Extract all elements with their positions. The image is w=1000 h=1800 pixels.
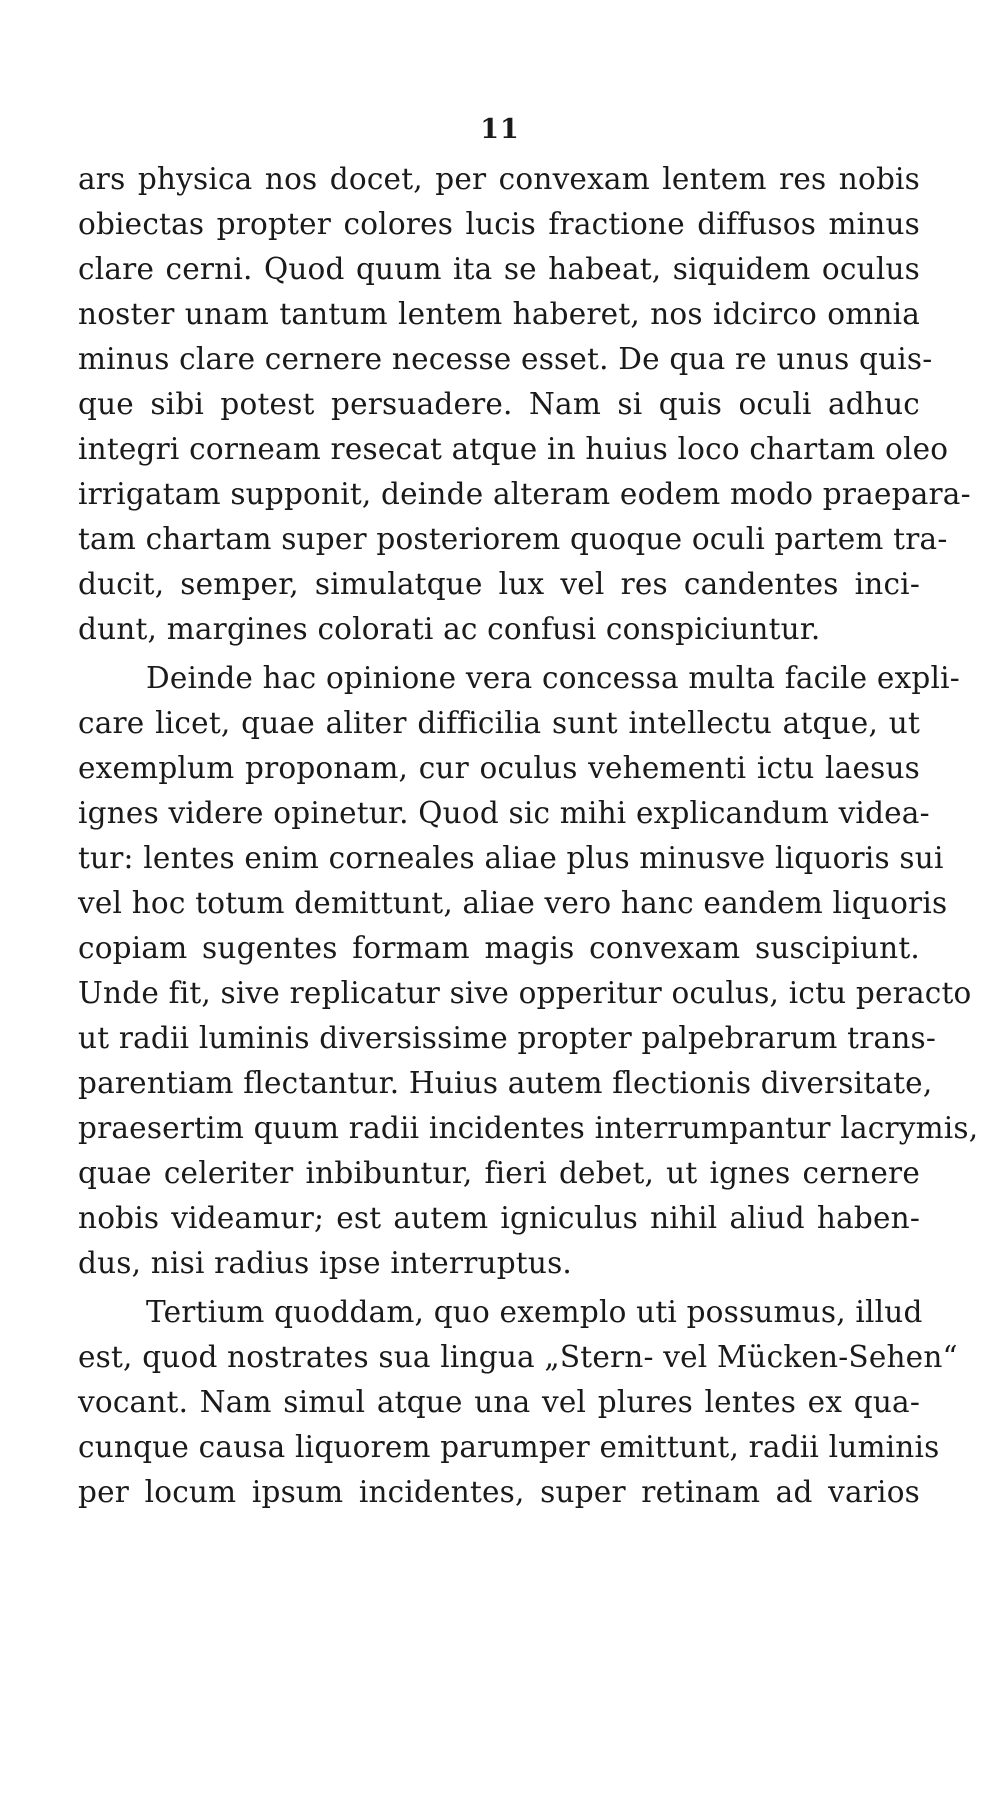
text-line: Unde fit, sive replicatur sive opperitur oculus, ictu peracto	[78, 976, 972, 1010]
text-line: Tertium quoddam, quo exemplo uti possumus, illud	[146, 1295, 923, 1329]
text-line: ducit, semper, simulatque lux vel res candentes inci-	[78, 567, 920, 601]
text-line: vocant. Nam simul atque una vel plures lentes ex qua-	[78, 1385, 920, 1419]
text-line: minus clare cernere necesse esset. De qua re unus quis-	[78, 342, 933, 376]
text-line: per locum ipsum incidentes, super retinam ad varios	[78, 1475, 920, 1509]
text-line: tam chartam super posteriorem quoque oculi partem tra-	[78, 522, 948, 556]
text-line: praesertim quum radii incidentes interrumpantur lacrymis,	[78, 1111, 979, 1145]
text-line: integri corneam resecat atque in huius loco chartam oleo	[78, 432, 949, 466]
text-line: quae celeriter inbibuntur, fieri debet, ut ignes cernere	[78, 1156, 920, 1190]
text-line: clare cerni. Quod quum ita se habeat, siquidem oculus	[78, 252, 920, 286]
text-line: copiam sugentes formam magis convexam suscipiunt.	[78, 931, 920, 965]
text-line: est, quod nostrates sua lingua „Stern- vel Mücken-Sehen“	[78, 1340, 958, 1374]
text-line: care licet, quae aliter difficilia sunt intellectu atque, ut	[78, 706, 920, 740]
text-line: parentiam flectantur. Huius autem flectionis diversitate,	[78, 1066, 933, 1100]
text-line: nobis videamur; est autem igniculus nihil aliud haben-	[78, 1201, 920, 1235]
text-line: exemplum proponam, cur oculus vehementi ictu laesus	[78, 751, 920, 785]
text-line: que sibi potest persuadere. Nam si quis oculi adhuc	[78, 387, 920, 421]
text-line: noster unam tantum lentem haberet, nos idcirco omnia	[78, 297, 920, 331]
text-line: ars physica nos docet, per convexam lentem res nobis	[78, 162, 920, 196]
text-line: irrigatam supponit, deinde alteram eodem modo praepara-	[78, 477, 971, 511]
text-line: ignes videre opinetur. Quod sic mihi explicandum videa-	[78, 796, 930, 830]
text-line: cunque causa liquorem parumper emittunt, radii luminis	[78, 1430, 940, 1464]
text-line: vel hoc totum demittunt, aliae vero hanc eandem liquoris	[78, 886, 948, 920]
text-line: dus, nisi radius ipse interruptus.	[78, 1246, 572, 1280]
text-line: dunt, margines colorati ac confusi conspiciuntur.	[78, 612, 821, 646]
text-line: ut radii luminis diversissime propter palpebrarum trans-	[78, 1021, 937, 1055]
text-line: obiectas propter colores lucis fractione diffusos minus	[78, 207, 920, 241]
page-number: 11	[480, 114, 520, 145]
text-line: tur: lentes enim corneales aliae plus minusve liquoris sui	[78, 841, 944, 875]
text-line: Deinde hac opinione vera concessa multa facile expli-	[146, 661, 960, 695]
